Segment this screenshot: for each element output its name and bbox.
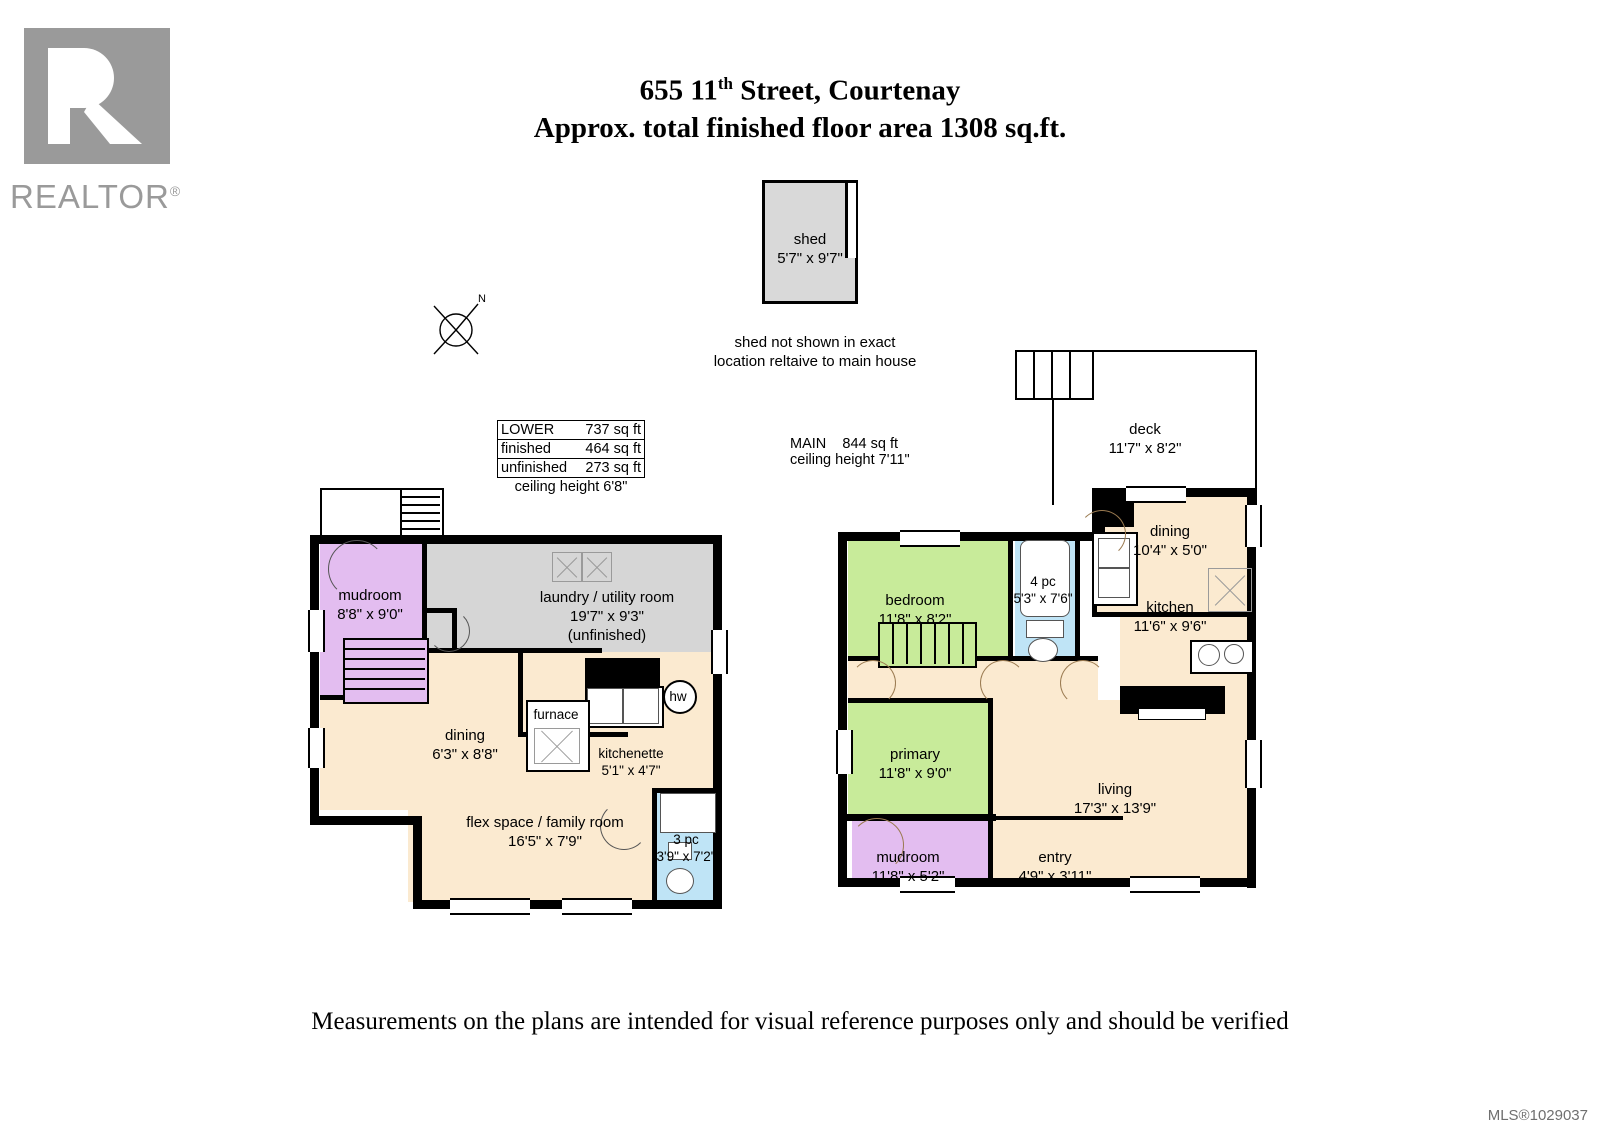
realtor-wordmark: REALTOR® (10, 178, 182, 215)
room-label-bedroom: bedroom 11'8" x 8'2" (878, 592, 952, 628)
sink-basin-left (587, 688, 623, 724)
burner-1 (1198, 644, 1220, 666)
burner-2 (1224, 644, 1244, 664)
door-living-hall (1060, 660, 1106, 706)
room-label-dining-main: dining 10'4" x 5'0" (1133, 523, 1207, 559)
island-detail (1138, 708, 1206, 720)
door-primary (850, 660, 896, 706)
room-label-four-pc: 4 pc 5'3" x 7'6" (1013, 574, 1073, 606)
room-label-three-pc: 3 pc 3'9" x 7'2" (656, 832, 716, 864)
room-label-flex-space: flex space / family room 16'5" x 7'9" (466, 814, 624, 850)
disclaimer-text: Measurements on the plans are intended for visual reference purposes only and should be verified (311, 1008, 1289, 1035)
shed-label: shed 5'7" x 9'7" (777, 231, 843, 267)
room-label-deck: deck 11'7" x 8'2" (1108, 421, 1182, 457)
window-dining-right (1245, 505, 1262, 547)
room-label-kitchenette: kitchenette 5'1" x 4'7" (598, 746, 664, 778)
stat-row: finished 464 sq ft (498, 440, 644, 459)
room-label-living: living 17'3" x 13'9" (1073, 781, 1157, 817)
main-wall-top-left (838, 532, 1106, 541)
deck-edge (1052, 398, 1054, 505)
window-living-bottom (1130, 876, 1200, 893)
mls-number: MLS®1029037 (1487, 1107, 1588, 1124)
room-label-mudroom-lower: mudroom 8'8" x 9'0" (337, 587, 403, 623)
page-subtitle: Approx. total finished floor area 1308 sq.ft. (533, 112, 1067, 144)
room-label-entry: entry 4'9" x 3'11" (1018, 849, 1092, 885)
kitchenette-counter (585, 658, 660, 686)
furnace-label: furnace (533, 707, 579, 722)
room-label-laundry-utility: laundry / utility room 19'7" x 9'3" (unfinished) (539, 589, 675, 644)
dryer-symbol (582, 552, 612, 582)
window-left-2 (308, 728, 325, 768)
ordinal-suffix: th (717, 74, 733, 93)
stat-row: unfinished 273 sq ft (498, 459, 644, 478)
wall-left-step (310, 816, 422, 825)
room-label-kitchen: kitchen 11'6" x 9'6" (1133, 599, 1207, 635)
sink-basin-right (623, 688, 659, 724)
partition-dining (518, 652, 523, 737)
toilet (666, 868, 694, 894)
window-living-right (1245, 740, 1262, 788)
shed-note: shed not shown in exact location reltaive to main house (713, 334, 917, 370)
main-wall-right (1247, 488, 1256, 888)
compass-icon (420, 288, 500, 368)
svg-text:N: N (478, 293, 486, 305)
bath-vanity (1026, 620, 1064, 638)
partition-mudroom-entry (988, 816, 992, 884)
stat-row: LOWER 737 sq ft (498, 421, 644, 440)
main-ceiling-height: ceiling height 7'11" (790, 452, 910, 468)
door-hall-bedroom (980, 660, 1026, 706)
kitchen-sink-basin-2 (1098, 568, 1130, 598)
window-bottom-2 (562, 898, 632, 915)
lower-ceiling-height: ceiling height 6'8" (514, 479, 628, 495)
window-bottom-1 (450, 898, 530, 915)
hw-label: hw (669, 689, 687, 704)
room-label-primary: primary 11'8" x 9'0" (878, 746, 952, 782)
window-bedroom (900, 530, 960, 547)
deck-stairs (1015, 350, 1094, 400)
bath-toilet (1028, 638, 1058, 662)
room-label-mudroom-main: mudroom 11'8" x 5'2" (871, 849, 945, 885)
room-label-dining-lower: dining 6'3" x 8'8" (432, 727, 498, 763)
page-title: 655 11th Street, Courtenay (639, 74, 961, 107)
wall-left (310, 535, 319, 825)
furnace-symbol (534, 728, 580, 764)
main-wall-left (838, 532, 847, 887)
washer-symbol (552, 552, 582, 582)
window-dining (1126, 486, 1186, 503)
stat-row: MAIN 844 sq ft (790, 436, 898, 452)
